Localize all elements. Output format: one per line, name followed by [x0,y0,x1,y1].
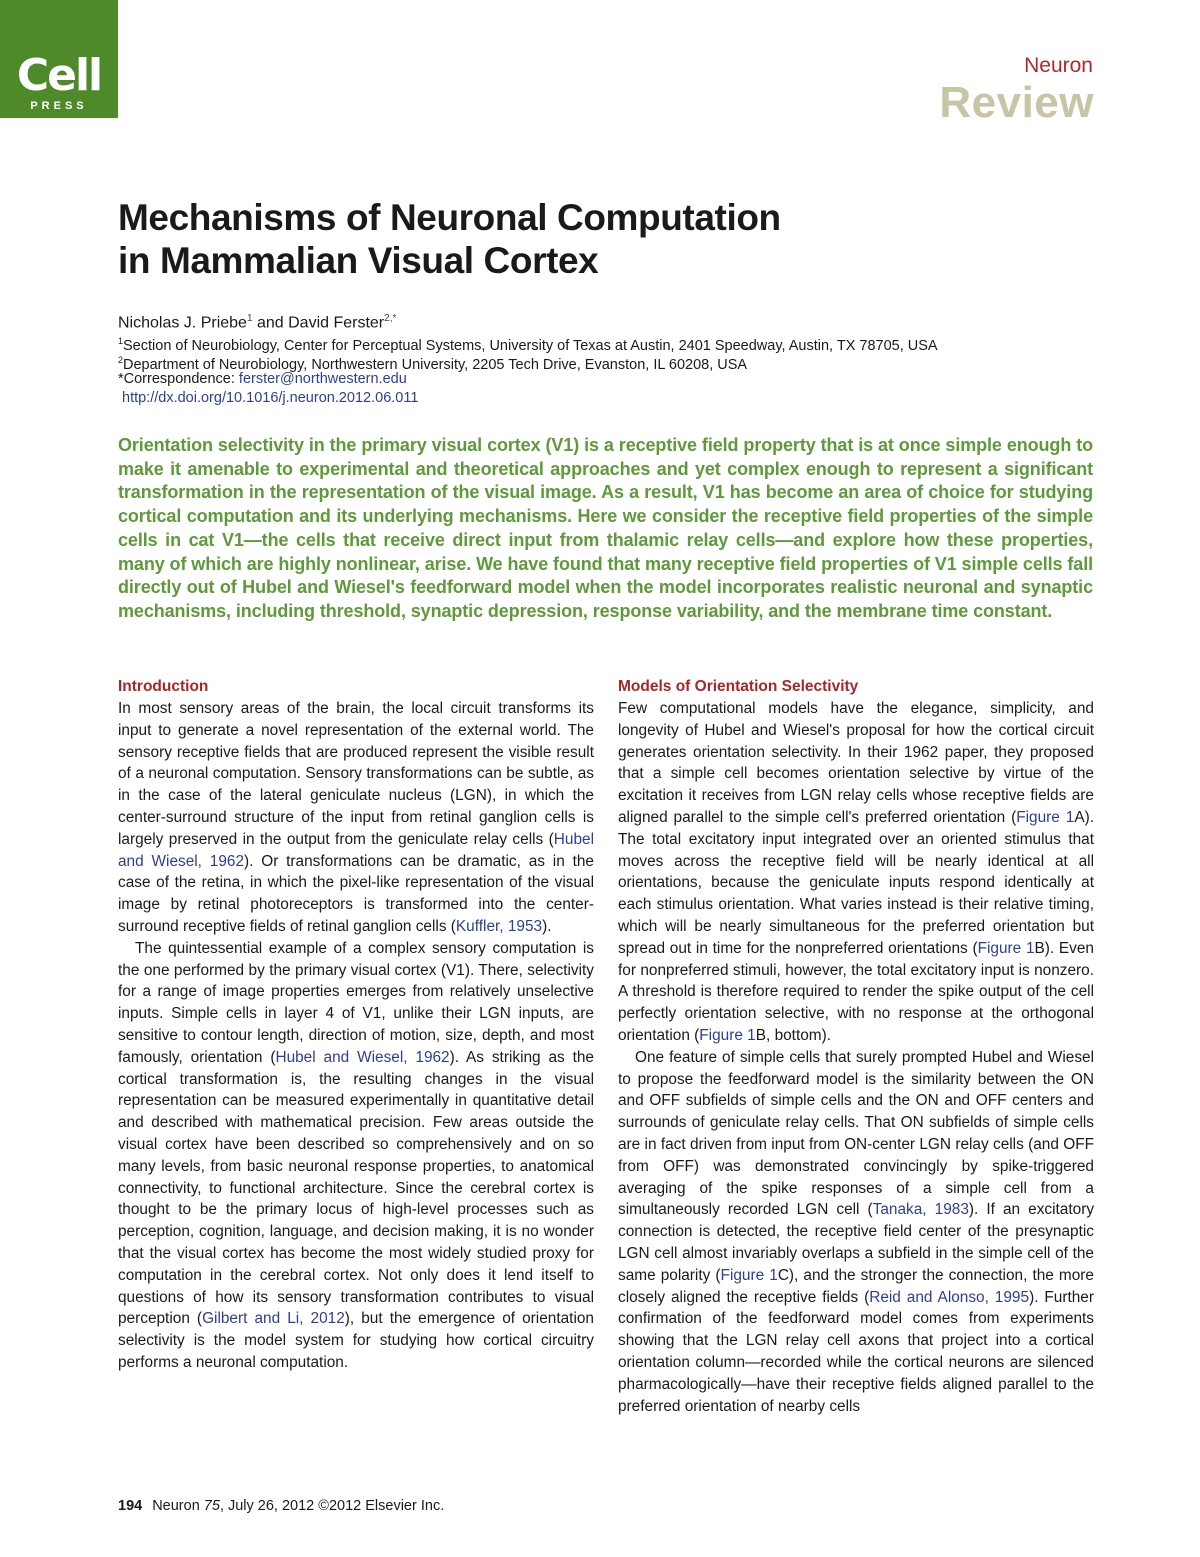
author-conjunction: and [252,314,289,332]
figure-link[interactable]: Figure 1 [699,1026,756,1044]
paragraph-text: ). Further confirmation of the feedforward model comes from experiments showing that the LGN relay cell axons that project into a cortical orientation column—recorded while the cortical neurons are silenced pharmacologically—have their receptive fields aligned parallel to the preferred orientation of nearby cells [618,1288,1094,1415]
affiliation-text: Department of Neurobiology, Northwestern University, 2205 Tech Drive, Evanston, IL 60208, USA [123,356,748,373]
paragraph-text: A). The total excitatory input integrated over an oriented stimulus that moves across the receptive field will be nearly identical at all orientations, because the geniculate inputs respond identically at each stimulus orientation. What varies instead is their relative timing, which will be nearly simultaneous for the preferred orientation but spread out in time for the nonpreferred orientations ( [618,808,1094,957]
section-heading-introduction: Introduction [118,678,209,695]
author-name: David Ferster [288,314,385,332]
body-paragraph [118,938,594,1374]
paragraph-text: ). As striking as the cortical transformation is, the resulting changes in the visual representation can be measured experimentally in quantitative detail and described with mathematical precision. Few areas outside the visual cortex have been described so comprehensively and on so many levels, from basic neuronal response properties, to anatomical connectivity, to functional architecture. Since the cerebral cortex is thought to be the primary locus of high-level processes such as perception, cognition, language, and decision making, it is no wonder that the visual cortex has become the most widely studied proxy for computation in the cerebral cortex. Not only does it lend itself to questions of how its sensory transformation contributes to visual perception ( [118,1048,594,1328]
doi-line [122,389,418,408]
footer-journal: Neuron [152,1498,204,1514]
section-heading-models: Models of Orientation Selectivity [618,678,859,695]
figure-link[interactable]: Figure 1 [1016,808,1075,826]
paragraph-text: Few computational models have the elegance, simplicity, and longevity of Hubel and Wiesel's proposal for how the cortical circuit generates orientation selectivity. In their 1962 paper, they proposed that a simple cell becomes orientation selective by virtue of the excitation it receives from LGN relay cells whose receptive fields are aligned parallel to the simple cell's preferred orientation ( [618,700,1094,826]
citation-link[interactable]: Tanaka, 1983 [872,1201,969,1219]
paragraph-text: B). Even for nonpreferred stimuli, however, the total excitatory input is nonzero. A threshold is therefore required to render the spike output of the cell perfectly orientation selective, with no response at the orthogonal orientation ( [618,939,1094,1044]
paragraph-text: ). [542,917,552,935]
abstract: Orientation selectivity in the primary visual cortex (V1) is a receptive field property that is at once simple enough to make it amenable to experimental and theoretical approaches and yet complex enough to represent a significant transformation in the representation of the visual image. As a result, V1 has become an area of choice for studying cortical computation and its underlying mechanisms. Here we consider the receptive field properties of the simple cells in cat V1—the cells that receive direct input from thalamic relay cells—and explore how these properties, many of which are highly nonlinear, arise. We have found that many receptive field properties of V1 simple cells fall directly out of Hubel and Wiesel's feedforward model when the model incorporates realistic neuronal and synaptic mechanisms, including threshold, synaptic depression, response variability, and the membrane time constant. [118,435,1093,621]
author-list [118,313,396,332]
footer-date-copyright: , July 26, 2012 ©2012 Elsevier Inc. [219,1498,445,1514]
footer-volume: 75 [203,1498,220,1514]
affiliation-text: Section of Neurobiology, Center for Perceptual Systems, University of Texas at Austin, 2401 Speedway, Austin, TX 78705, USA [123,337,938,354]
doi-link[interactable]: http://dx.doi.org/10.1016/j.neuron.2012.06.011 [122,390,419,406]
paragraph-text: ). Or transformations can be dramatic, as in the case of the retina, in which the pixel-like representation of the visual image by retinal photoreceptors is transformed into the center-surround receptive fields of retinal ganglion cells ( [118,852,594,935]
article-title [118,196,1098,282]
paragraph-text: C), and the stronger the connection, the more closely aligned the receptive fields ( [618,1266,1094,1306]
right-column [618,676,1094,1417]
citation-link[interactable]: Kuffler, 1953 [455,917,543,935]
body-paragraph [118,698,594,938]
paragraph-text: One feature of simple cells that surely prompted Hubel and Wiesel to propose the feedforward model is the similarity between the ON and OFF subfields of simple cells and the ON and OFF centers and surrounds of geniculate relay cells. That ON subfields of simple cells are in fact driven from input from ON-center LGN relay cells (and OFF from OFF) was demonstrated convincingly by spike-triggered averaging of the spike responses of a simple cell from a simultaneously recorded LGN cell ( [618,1048,1094,1219]
body-paragraph [618,1047,1094,1418]
title-line: Mechanisms of Neuronal Computation [118,197,781,238]
page-footer [118,1498,444,1514]
page-number: 194 [118,1498,143,1514]
logo-subtext: PRESS [30,100,88,112]
citation-link[interactable]: Hubel and Wiesel, 1962 [118,830,594,870]
affiliation-marker[interactable]: 1 [246,313,253,324]
paragraph-text: The quintessential example of a complex sensory computation is the one performed by the primary visual cortex (V1). There, selectivity for a range of image properties emerges from relatively unselective inputs. Simple cells in layer 4 of V1, unlike their LGN inputs, are sensitive to contour length, direction of motion, size, depth, and most famously, orientation ( [118,939,594,1066]
figure-link[interactable]: Figure 1 [977,939,1035,957]
email-link[interactable]: ferster@northwestern.edu [238,371,407,387]
author-name: Nicholas J. Priebe [118,314,247,332]
citation-link[interactable]: Reid and Alonso, 1995 [869,1288,1030,1306]
left-column [118,676,594,1374]
paragraph-text: ). If an excitatory connection is detected, the receptive field center of the presynaptic LGN cell almost invariably overlaps a subfield in the simple cell of the same polarity ( [618,1201,1095,1284]
figure-link[interactable]: Figure 1 [720,1266,778,1284]
cell-press-logo [0,0,118,118]
affiliation-marker[interactable]: 2,* [384,313,397,324]
affiliation-number: 1 [118,336,124,346]
correspondence-label: *Correspondence: [118,371,239,387]
affiliation-number: 2 [118,355,124,365]
body-paragraph [618,698,1094,1047]
title-line: in Mammalian Visual Cortex [118,240,599,281]
journal-name: Neuron [1024,54,1093,77]
paragraph-text: B, bottom). [755,1026,832,1044]
citation-link[interactable]: Hubel and Wiesel, 1962 [275,1048,450,1066]
correspondence [118,370,407,389]
logo-word: Cell [16,50,102,101]
paragraph-text: ), but the emergence of orientation selectivity is the model system for studying how cortical circuitry performs a neuronal computation. [118,1310,594,1371]
paragraph-text: In most sensory areas of the brain, the local circuit transforms its input to generate a novel representation of the external world. The sensory receptive fields that are produced represent the visible result of a neuronal computation. Sensory transformations can be subtle, as in the case of the lateral geniculate nucleus (LGN), in which the center-surround structure of the input from retinal ganglion cells is largely preserved in the output from the geniculate relay cells ( [118,700,594,848]
citation-link[interactable]: Gilbert and Li, 2012 [202,1310,345,1328]
section-type: Review [939,78,1094,127]
